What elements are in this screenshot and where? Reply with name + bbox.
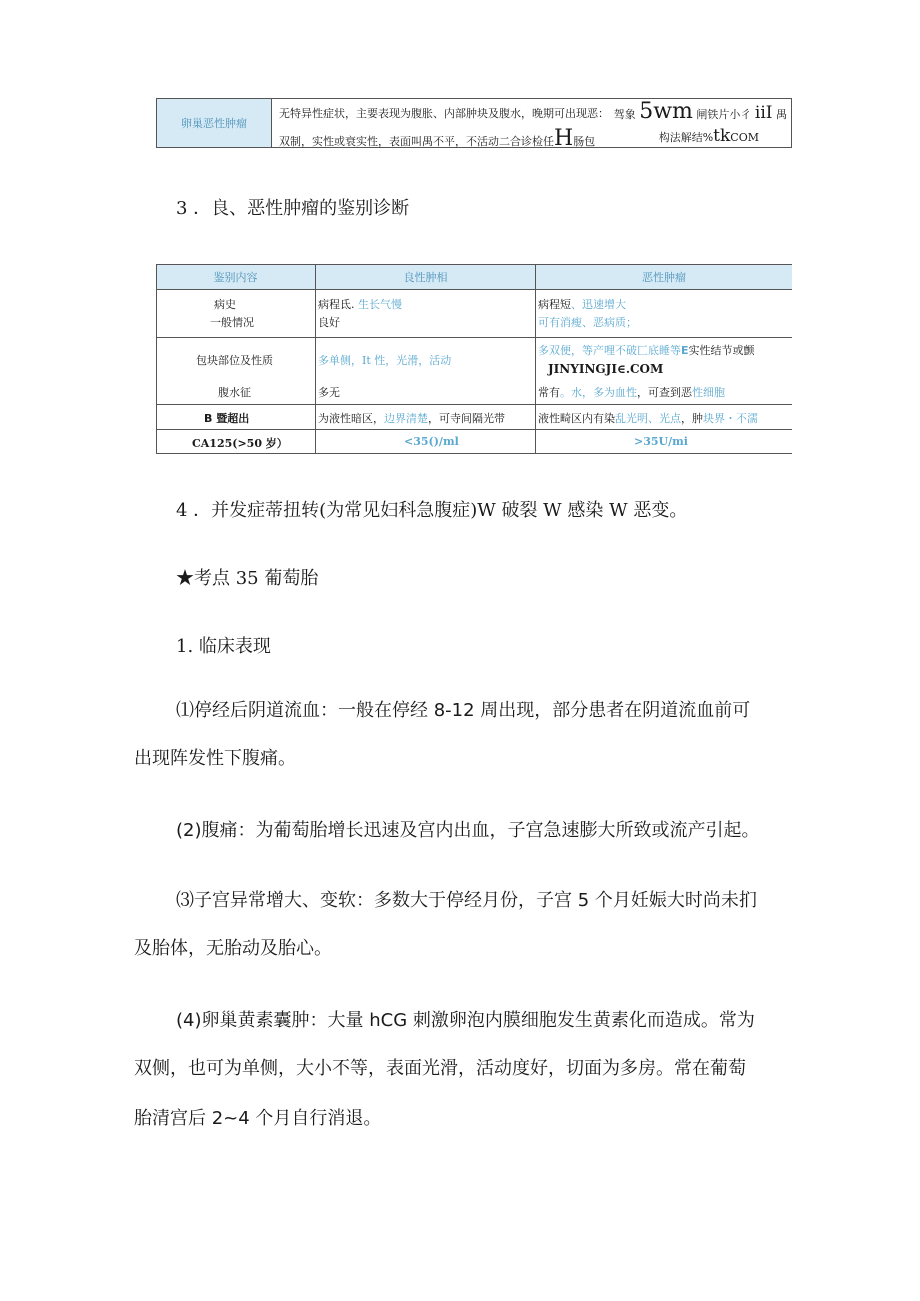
cell-benign-ascites: 多无 — [318, 386, 340, 399]
cell-benign-ultrasound: 为液性暗区，边界清楚，可寺间隔光带 — [318, 412, 505, 425]
malignant-ovarian-row — [156, 98, 792, 151]
cell-benign-ca125: <35()/ml — [404, 435, 459, 448]
differential-table — [156, 264, 792, 454]
para-3-line-1: ⑶子宫异常增大、变软：多数大于停经月份，子宫 5 个月妊娠大时尚未扪 — [176, 890, 757, 911]
table-border-top — [156, 264, 792, 265]
cell-ultrasound-label: B 暨超出 — [204, 412, 250, 425]
cell-ca125-label: CA125(>50 岁） — [192, 437, 288, 450]
section-4-complications: 4 ．并发症蒂扭转(为常见妇科急腹症)W 破裂 W 感染 W 恶变。 — [176, 500, 688, 521]
cell-malig-history: 病程短、迅速增大 — [538, 298, 626, 311]
para-4-line-1: (4)卵巢黄素囊肿：大量 hCG 刺激卵泡内膜细胞发生黄素化而造成。常为 — [176, 1010, 755, 1031]
table-border-bottom — [156, 453, 792, 454]
header-item: 鉴别内容 — [156, 264, 315, 289]
row-text-line2: 双制，实性或衰实性，表面叫禺不平，不活动二合诊检任H肠包 — [279, 126, 596, 151]
section-3-title: 3 ．良、恶性肿瘤的鉴别诊断 — [176, 198, 410, 219]
row-text-line1: 无特异性症状，主要表现为腹胀、内部肿块及腹水，晚期可出现恶： — [279, 107, 609, 120]
table-col-divider — [535, 264, 536, 454]
cell-general-label: 一般情况 — [210, 316, 254, 329]
row-text-line2-right: 构法解结%tkCOM — [658, 126, 759, 146]
clinical-title: 1. 临床表现 — [176, 636, 271, 657]
para-2: (2)腹痛：为葡萄胎增长迅速及宫内出血，子宫急速膨大所致或流产引起。 — [176, 820, 760, 841]
para-4-line-3: 胎清宫后 2~4 个月自行消退。 — [134, 1108, 382, 1129]
cell-benign-mass: 多单侧，It 性，光滑，活动 — [318, 354, 452, 367]
para-1-line-2: 出现阵发性下腹痛。 — [134, 748, 296, 769]
table-divider — [156, 429, 792, 430]
row-label: 卵巢恶性肿瘤 — [157, 99, 272, 147]
cell-malig-ascites: 常有。水，多为血性，可查到恶性细胞 — [538, 386, 725, 399]
cell-benign-general: 良好 — [318, 316, 340, 329]
table-divider — [156, 404, 792, 405]
cell-malig-ultrasound: 液性畸区内有染乱光明、光点，肿块界・不濡 — [538, 412, 758, 425]
table-col-divider — [315, 264, 316, 454]
table-divider — [156, 289, 792, 290]
cell-malig-general: 可有消瘦、恶病质； — [538, 316, 637, 329]
cell-ascites-label: 腹水征 — [218, 386, 251, 399]
header-malignant: 恶性肿瘤 — [536, 264, 792, 289]
para-3-line-2: 及胎体，无胎动及胎心。 — [134, 938, 332, 959]
table-divider — [156, 337, 792, 338]
para-1-line-1: ⑴停经后阴道流血：一般在停经 8-12 周出现，部分患者在阴道流血前可 — [176, 700, 751, 721]
para-4-line-2: 双侧，也可为单侧，大小不等，表面光滑，活动度好，切面为多房。常在葡萄 — [134, 1058, 746, 1079]
header-benign: 良性肿相 — [316, 264, 535, 289]
cell-history-label: 病史 — [214, 298, 236, 311]
cell-watermark: JINYINGJI∈.COM — [548, 362, 664, 376]
cell-malig-ca125: >35U/mi — [634, 435, 688, 448]
cell-malig-mass: 多双便，等产哩不破匚底睡等E实性结节或颤 — [538, 344, 755, 357]
kaodian-35-title: ★考点 35 葡萄胎 — [176, 568, 319, 589]
cell-benign-history: 病程氐. 生长气慢 — [318, 298, 402, 311]
row-text-line1-right: 驾象 5wm 闸铁片小彳 iiI 禺 — [613, 99, 787, 124]
table-border-left — [156, 264, 157, 454]
cell-mass-label: 包块部位及性质 — [196, 354, 273, 367]
